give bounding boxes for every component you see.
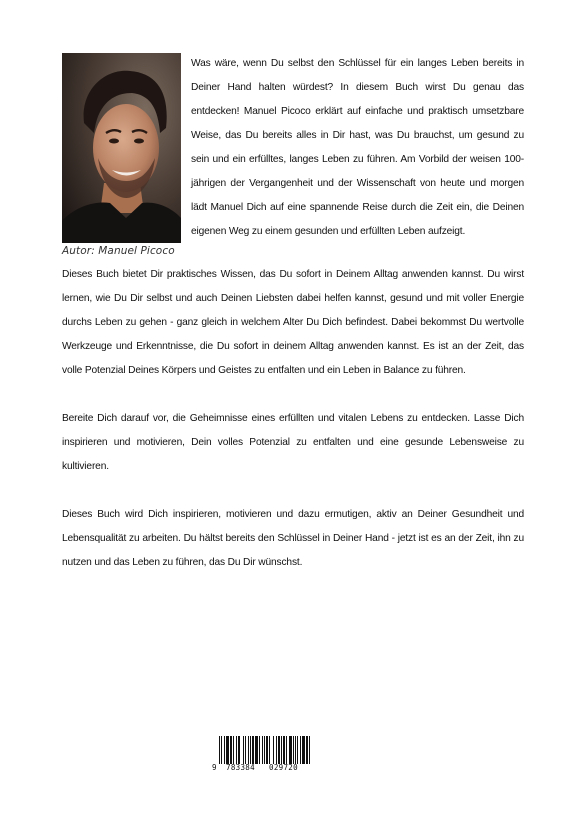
isbn-barcode [212,736,316,776]
barcode-bar [302,736,305,764]
barcode-bars [219,736,312,764]
barcode-bar [300,736,301,764]
barcode-right-group: 029720 [269,763,298,772]
intro-paragraph: Was wäre, wenn Du selbst den Schlüssel für ein langes Leben bereits in Deiner Hand halten würdest? In diesem Buch wirst Du genau das entdecken! Manuel Picoco erklärt auf einfache und praktisch umsetzbare Weise, das Du bereits alles in Dir hast, was Du brauchst, um gesund zu sein und ein erfülltes, langes Leben zu führen. Am Vorbild der weisen 100-jährigen der Vergangenheit und der Wissenschaft von heute und morgen lädt Manuel Dich auf eine spannende Reise durch die Zeit ein, die Deinen eigenen Weg zu einem gesunden und erfüllten Leben aufzeigt. [191,58,524,237]
barcode-bar [286,736,287,764]
barcode-bar [219,736,220,764]
barcode-bar [293,736,294,764]
barcode-bar [295,736,296,764]
body-paragraph-2: Bereite Dich darauf vor, die Geheimnisse eines erfüllten und vitalen Lebens zu entdecken. Lasse Dich inspirieren und motivieren, Dein volles Potenzial zu entfalten und eine gesunde Lebensweise zu kultivieren. [62,413,524,472]
barcode-bar [266,736,268,764]
barcode-bar [269,736,270,764]
barcode-bar [238,736,240,764]
barcode-bar [297,736,298,764]
barcode-bar [233,736,234,764]
barcode-bar [221,736,222,764]
barcode-bar [309,736,310,764]
author-photo [62,53,181,243]
barcode-bar [283,736,285,764]
barcode-bar [281,736,282,764]
barcode-bar [248,736,249,764]
body-paragraph-1: Dieses Buch bietet Dir praktisches Wissen, das Du sofort in Deinem Alltag anwenden kannst. Du wirst lernen, wie Du Dir selbst und auch Deinen Liebsten dabei helfen kannst, gesund und mit voller Energie durchs Leben zu gehen - ganz gleich in welchem Alter Du Dich befindest. Dabei bekommst Du wertvolle Werkzeuge und Erkenntnisse, die Du sofort in deinem Alltag anwenden kannst. Es ist an der Zeit, das volle Potenzial Deines Körpers und Geistes zu entfalten und ein Leben in Balance zu führen. [62,269,524,376]
barcode-lead-digit: 9 [212,763,217,772]
barcode-bar [264,736,265,764]
barcode-bar [306,736,308,764]
barcode-bar [259,736,260,764]
body-paragraph-3: Dieses Buch wird Dich inspirieren, motivieren und dazu ermutigen, aktiv an Deiner Gesundheit und Lebensqualität zu arbeiten. Du hältst bereits den Schlüssel in Deiner Hand - jetzt ist es an der Zeit, ihn zu nutzen und das Leben zu führen, das Du Dir wünschst. [62,509,524,568]
barcode-bar [230,736,232,764]
barcode-bar [273,736,274,764]
barcode-bar [278,736,280,764]
author-portrait-image [62,53,181,243]
barcode-bar [236,736,237,764]
barcode-left-group: 783384 [226,763,255,772]
barcode-bar [255,736,258,764]
barcode-bar [245,736,246,764]
barcode-bar [226,736,229,764]
barcode-bar [243,736,244,764]
barcode-bar [289,736,292,764]
barcode-bar [276,736,277,764]
author-caption: Autor: Manuel Picoco [62,245,175,257]
barcode-bar [252,736,254,764]
barcode-bar [250,736,251,764]
barcode-bar [262,736,263,764]
barcode-bar [224,736,225,764]
